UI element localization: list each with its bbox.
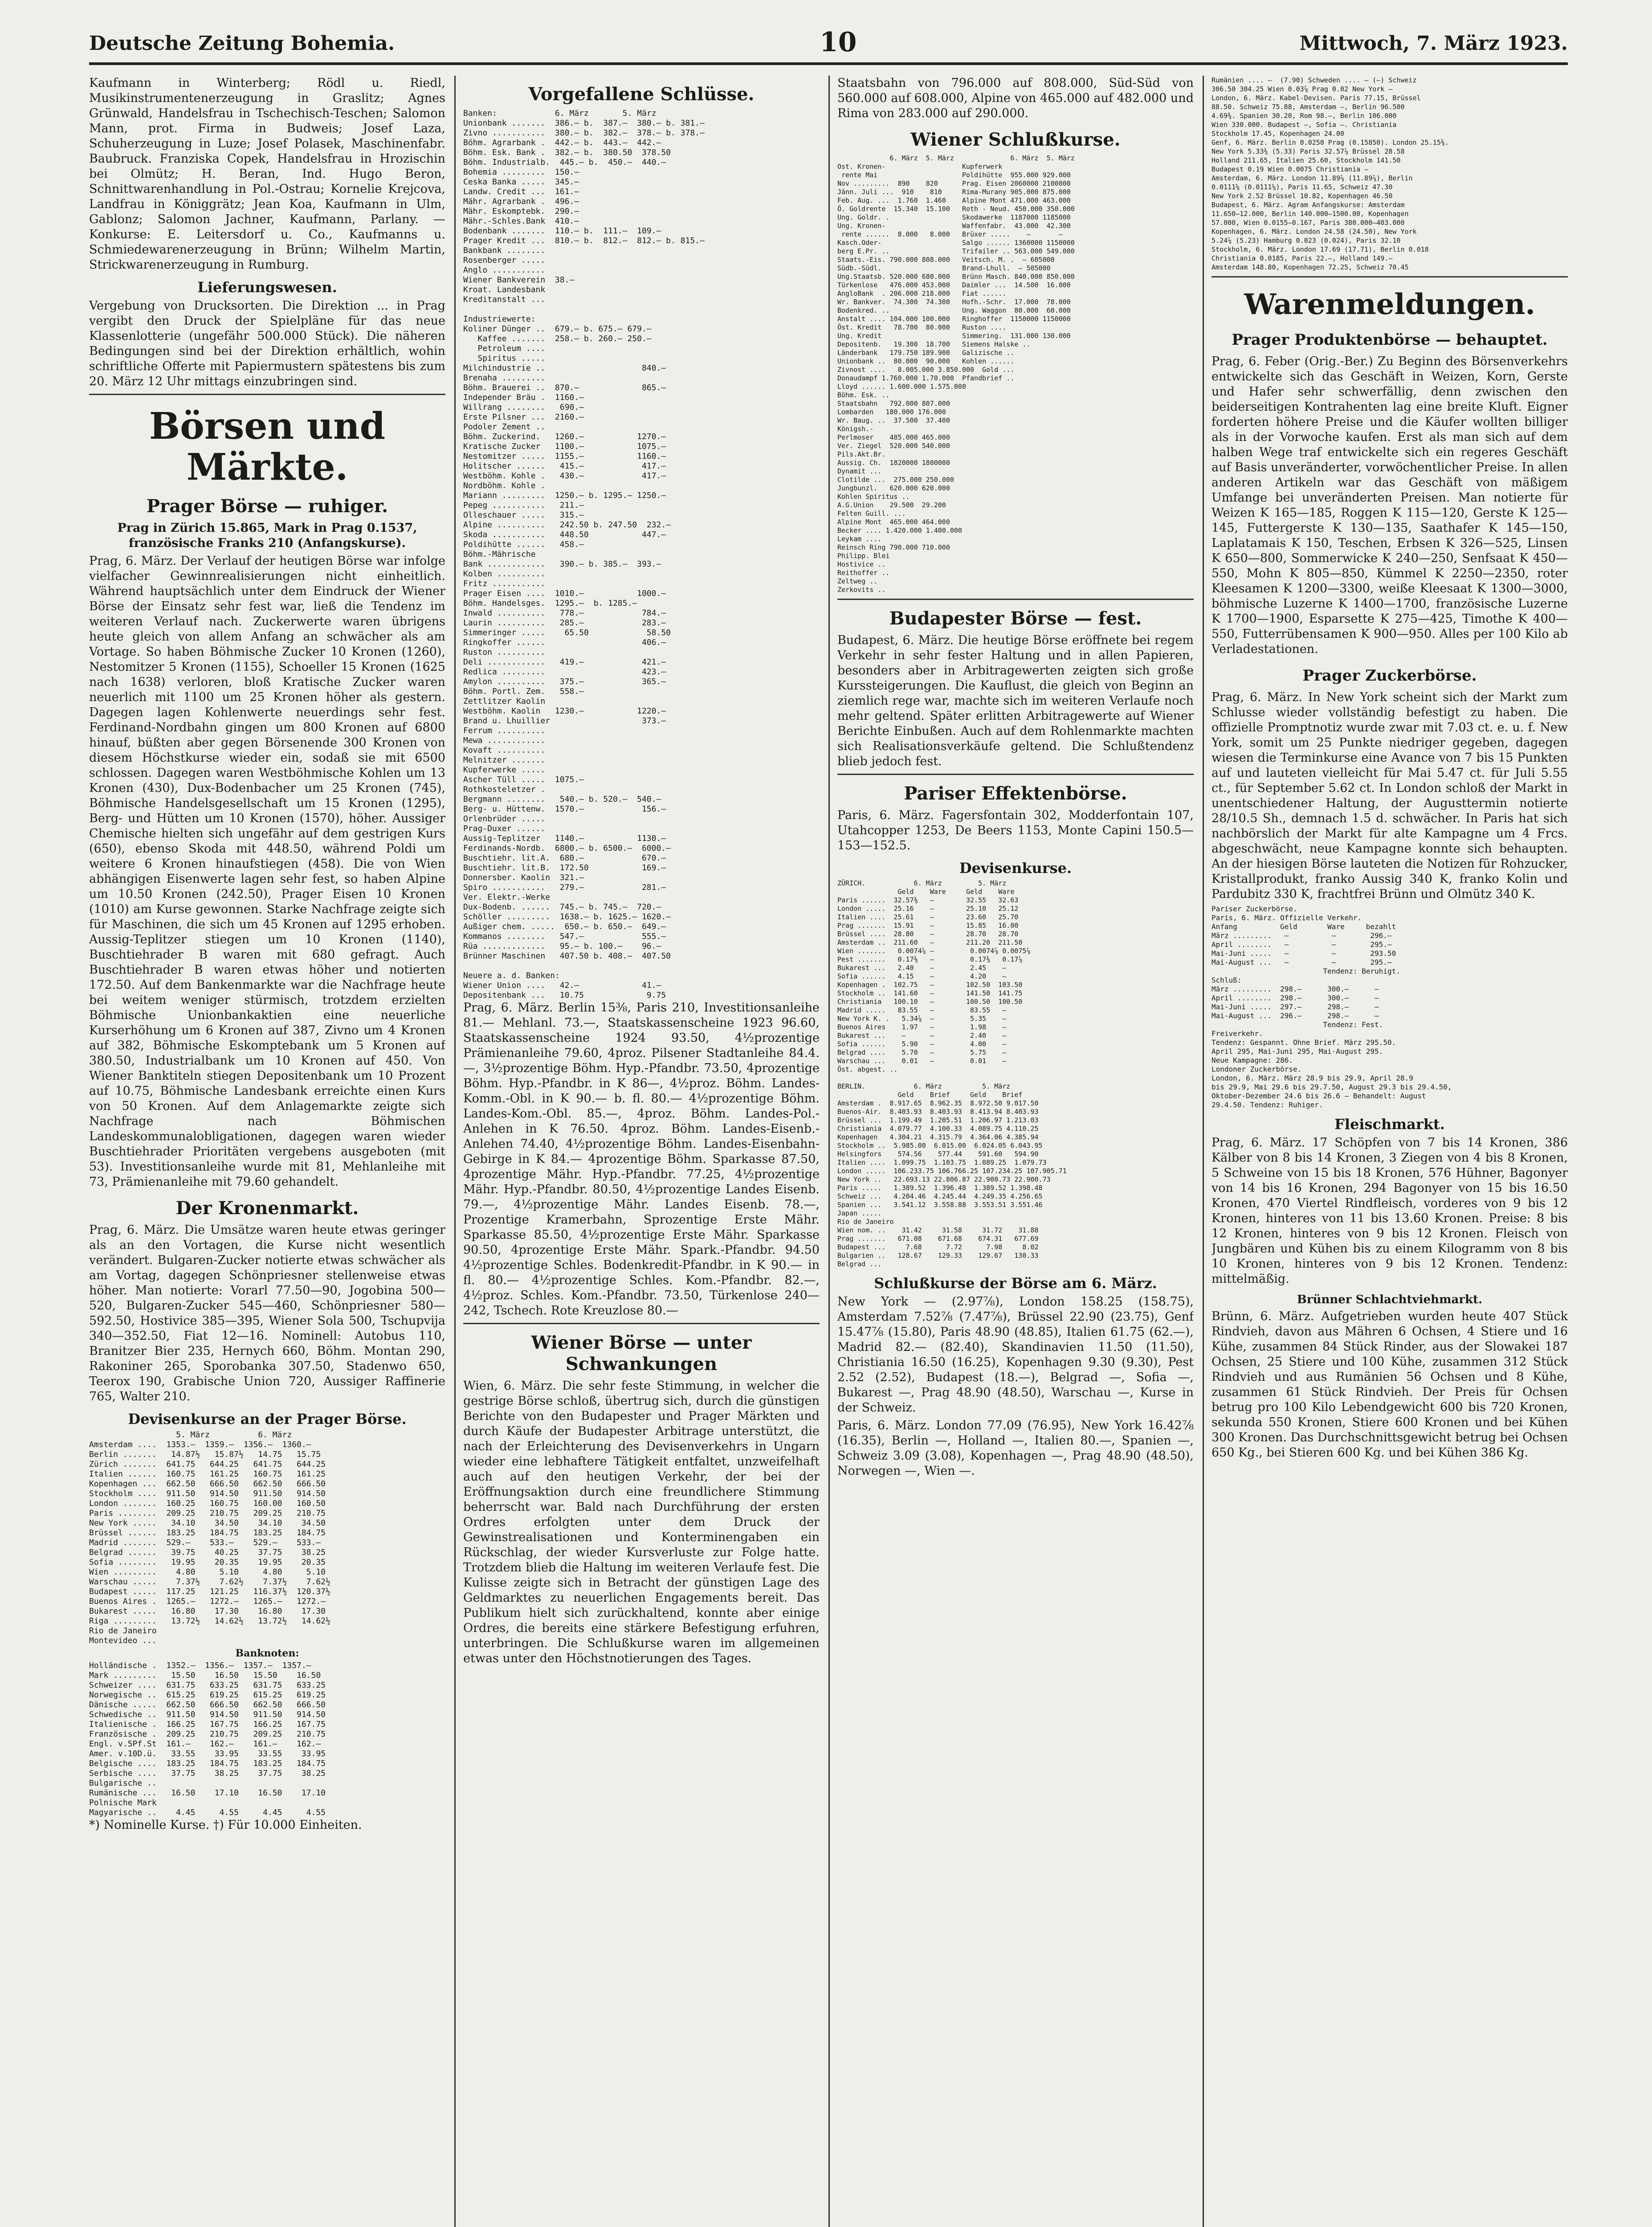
- devisen-table: 5. März 6. März Amsterdam .... 1353.— 1359.— 1356.— 1360.— Berlin ....... 14.87½ 15.87½ 14.75 15.75 Zürich ....... 641.75 644.25 641.75 644.25 Italien ...... 160.75 161.25 160.75 161.25 Kopenhagen ... 662.50 666.50 662.50 666.50 Stockholm .... 911.50 914.50 911.50 914.50 London ....... 160.25 160.75 160.00 160.50 Paris ........ 209.25 210.75 209.25 210.75 New York ..... 34.10 34.50 34.10 34.50 Brüssel ...... 183.25 184.75 183.25 184.75 Madrid ....... 529.— 533.— 529.— 533.— Belgrad ...... 39.75 40.25 37.75 38.25 Sofia ........ 19.95 20.35 19.95 20.35 Wien ......... 4.80 5.10 4.80 5.10 Warschau ..... 7.37½ 7.62½ 7.37½ 7.62½ Budapest ..... 117.25 121.25 116.37½ 120.37½ Buenos Aires . 1265.— 1272.— 1265.— 1272.— Bukarest ..... 16.80 17.30 16.80 17.30 Riga ......... 13.72½ 14.62½ 13.72½ 14.62½ Rio de Janeiro Montevideo ...: [89, 1430, 330, 1645]
- column-4: [1211, 76, 1568, 2227]
- devisenkurse-table: ZÜRICH. 6. März 5. März Geld Ware Geld Ware Paris ...... 32.57⅜ — 32.55 32.63 London ..... 25.16 — 25.10 25.12 Italien .... 25.61 — 23.60 25.70 Prag ....... 15.91 — 15.85 16.00 Brüssel .... 28.80 — 28.70 28.70 Amsterdam .. 211.60 — 211.20 211.50 Wien ....... 0.0074⅞ — 0.0074⅞ 0.0075⅞ Pest ....... 0.17⅜ — 0.17⅜ 0.17⅞ Bukarest ... 2.40 — 2.45 — Sofia ...... 4.15 — 4.20 — Kopenhagen . 102.75 — 102.50 103.50 Stockholm .. 141.60 — 141.50 141.75 Christiania 100.10 — 100.50 100.50 Madrid ..... 83.55 — 83.55 — New York K. . 5.34⅞ — 5.35 — Buenos Aires 1.97 — 1.98 — Bukarest ... — — 2.40 — Sofia ...... 5.90 — 4.00 — Belgrad .... 5.70 — 5.75 — Warschau ... 0.01 — 0.01 — Öst. abgest. .. BERLIN. 6. März 5. März Geld Brief Geld Brief Amsterdam . 8.917.65 8.962.35 8.972.50 9.017.50 Buenos-Air. 8.403.93 8.403.93 8.413.94 8.403.93 Brüssel ... 1.199.49 1.205.51 1.206.97 1.213.03 Christiania 4.079.77 4.100.33 4.089.75 4.110.25 Kopenhagen 4.304.21 4.315.79 4.364.06 4.385.94 Stockholm .. 5.985.00 6.015.00 6.024.05 6.043.95 Helsingfors 574.56 577.44 591.60 594.90 Italien .... 1.099.75 1.103.75 1.089.25 1.079.73 London ..... 106.233.75 106.766.25 107.234.25 107.905.71 New York .. 22.693.13 22.806.87 22.900.73 22.900.73 Paris ..... 1.389.52 1.396.48 1.389.52 1.398.48 Schweiz ... 4.204.46 4.245.44 4.249.35 4.256.65 Spanien ... 3.541.12 3.558.88 3.553.51 3.551.46 Japan ..... Rio de Janeiro Wien nom. .. 31.42 31.58 31.72 31.88 Prag ....... 671.08 671.68 674.31 677.69 Budapest ... 7.68 7.72 7.98 8.02 Bulgarien .. 128.67 129.33 129.67 130.33 Belgrad ...: [837, 879, 1067, 1268]
- budapester-boerse-text: Budapest, 6. März. Die heutige Börse eröffnete bei regem Verkehr in sehr fester Haltung und in allen Papieren, besonders aber in Arbitragewerten zeigten sich große Kurssteigerungen. Die Kauflust, die gleich von Beginn an ziemlich rege war, machte sich im weiteren Verlaufe noch mehr geltend. Später erlitten Arbitragewerte auf Wiener Berichte Einbußen. Auch auf dem Rohlenmarkte machten sich Realisationsverkäufe geltend. Die Schlußtendenz blieb jedoch fest.: [837, 633, 1194, 768]
- devisen-heading: Devisenkurse an der Prager Börse.: [128, 1411, 407, 1428]
- divider: [463, 1323, 820, 1324]
- produktenboerse-heading: Prager Produktenbörse — behauptet.: [1232, 331, 1548, 349]
- prager-boerse-heading: Prager Börse — ruhiger.: [146, 496, 388, 517]
- wiener-schlusskurse-table: 6. März 5. März 6. März 5. März Ost. Kronen- Kupferwerk rente Mai Poldihütte 955.000 929.000 Nov ......... 890 820 Prag. Eisen 2060000 2100000 Jänn. Juli ... 910 810 Rima-Murany 905.000 875.000 Feb. Aug. ... 1.760 1.460 Alpine Mont 471.000 463.000 Ö. Goldrente 15.340 15.100 Roth - Neud. 450.000 350.000 Ung. Goldr. . Skodawerke 1187000 1185000 Ung. Kronen- Waffenfabr. 43.000 42.300 rente ...... 8.000 8.000 Brüxer ..... — — Kasch.Oder- Salgo ...... 1360000 1150000 berg E.Pr. .. Trifailer .. 563.000 549.000 Staats.-Eis. 790.000 808.000 Veitsch. M. . — 605000 Südb.-Südl. Brand-Lhull. — 505000 Ung.Staatsb. 520.000 680.000 Brünn Masch. 840.000 850.000 Türkenlose 476.000 453.000 Daimler ... 14.500 16.000 AngloBank . 206.000 218.000 Fiat ...... Wr. Bankver. 74.300 74.300 Hofh.-Schr. 17.000 78.000 Bodenkred. .. Ung. Waggon 80.000 60.000 Anstalt .... 104.000 100.000 Ringhoffer 1150000 1150000 Öst. Kredit 78.700 80.000 Ruston .... Ung. Kredit Simmering. 131.000 130.000 Depositenb. 19.300 18.700 Siemens Halske .. Länderbank 179.750 189.900 Galizische .. Unionbank .. 80.000 90.000 Kohlen ...... Zivnost .... 8.005.000 3.850.000 Gold ... Donaudampf 1.760.000 1.70.000 Pfandbrief .. Lloyd ...... 1.600.000 1.575.000 Böhm. Esk. .. Staatsbahn 792.000 807.000 Lombarden 180.000 176.000 Wr. Baug. .. 37.500 37.400 Königsh.- Perlmoser 485.000 465.000 Ver. Ziegel 520.000 540.000 Pils.Akt.Br. Aussig. Ch. 1820000 1800000 Dynamit ... Clotilde ... 275.000 250.000 Jungbunzl. 620.000 620.000 Kohlen Spiritus .. A.G.Union 29.500 29.200 Felten Guill. ... Alpine Mont 465.000 464.000 Becker .... 1.420.000 1.400.000 Leykam .... Reinsch Ring 790.000 710.000 Philipp. Blei Hostivice .. Reithoffer .. Zeltweg .. Zerkovits ..: [837, 154, 1075, 594]
- zucker-table: Pariser Zuckerbörse. Paris, 6. März. Offizielle Verkehr. Anfang Geld Ware bezahlt März ......... — — 296.— April ........ — — 295.— Mai-Juni ..... — — 293.50 Mai-August ... — — 295.— Tendenz: Beruhigt. Schluß: März ......... 298.— 300.— — April ........ 298.— 300.— — Mai-Juni ..... 297.— 298.— — Mai-August ... 296.— 298.— — Tendenz: Fest. Freiverkehr. Tendenz: Gespannt. Ohne Brief. März 295.50. April 295, Mai-Juni 295, Mai-August 295. Neue Kampagne: 286. Londoner Zuckerbörse. London, 6. März. März 28.9 bis 29.9, April 28.9 bis 29.9, Mai 29.6 bis 29.7.50, August 29.3 bis 29.4.50, Oktober-Dezember 24.6 bis 26.6 — Behandelt: August 29.4.50. Tendenz: Ruhiger.: [1211, 905, 1452, 1109]
- devisenkurse-heading: Devisenkurse.: [959, 860, 1072, 877]
- foreign-exchange-table: Rumänien .... — (7.90) Schweden .... — (—) Schweiz 306.50 304.25 Wien 0.03⅞ Prag 0.02 New York — London, 6. März. Kabel-Devisen. Paris 77.15, Brüssel 88.50. Schweiz 75.88, Amsterdam —, Berlin 96.500 4.69⅜. Spanien 30.20, Rom 98.—, Berlin 106.000 Wien 330.000. Budapest —, Sofia —. Christiania Stockholm 17.45, Kopenhagen 24.00 Genf, 6. März. Berlin 0.0250 Prag (0.15850). London 25.15⅜. New York 5.33⅜ (5.33) Paris 32.57⅞ Brüssel 28.58 Holland 211.65, Italien 25.60, Stockholm 141.50 Budapest 0.19 Wien 0.0075 Christiania — Amsterdam, 6. März. London 11.89⅞ (11.89⅞), Berlin 0.0111⅝ (0.0111⅝), Paris 11.65, Schweiz 47.30 New York 2.52 Brüssel 10.82, Kopenhagen 46.50 Budapest, 6. März. Agram Anfangskurse: Amsterdam 11.650—12.000, Berlin 140.000—1500.00, Kopenhagen 57.000, Wien 0.0155—0.167, Paris 380.000—403.000 Kopenhagen, 6. März. London 24.58 (24.50), New York 5.24⅞ (5.23) Hamburg 0.023 (0.024), Paris 32.10 Stockholm, 6. März. London 17.69 (17.71), Berlin 0.018 Christiania 0.0185, Paris 22.—, Holland 149.— Amsterdam 148.80, Kopenhagen 72.25, Schweiz 70.45: [1211, 76, 1449, 271]
- kronenmarkt-text: Prag, 6. März. Die Umsätze waren heute etwas geringer als an den Vortagen, die Kurse nicht wesentlich verändert. Bulgaren-Zucker notierte etwas schwächer als am Vortag, dagegen Schönpriesner stellenweise etwas höher. Man notierte: Vorarl 77.50—90, Jogobina 500—520, Bulgaren-Zucker 545—460, Schönpriesner 580—592.50, Hostivice 385—395, Wiener Sola 500, Tschupvija 340—352.50, Fiat 12—16. Nominell: Autobus 110, Branitzer Bier 235, Hernych 660, Böhm. Montan 290, Rakoniner 265, Sporobanka 307.50, Stadenwo 650, Teerox 190, Grabische Union 720, Aussiger Raffinerie 765, Walter 210.: [89, 1223, 445, 1403]
- page-header: [89, 27, 1568, 67]
- divider: [837, 599, 1194, 600]
- warenmeldungen-heading: Warenmeldungen.: [1244, 288, 1535, 321]
- banknoten-heading: Banknoten:: [235, 1648, 299, 1659]
- budapester-boerse-heading: Budapester Börse — fest.: [889, 608, 1142, 629]
- divider: [89, 394, 445, 395]
- pariser-effektenboerse-text: Paris, 6. März. Fagersfontain 302, Modderfontain 107, Utahcopper 1253, De Beers 1153, Monte Capini 150.5—153—152.5.: [837, 808, 1194, 852]
- prager-boerse-text: Prag, 6. März. Der Verlauf der heutigen Börse war infolge vielfacher Gewinnrealisierungen nicht einheitlich. Während hauptsächlich unter dem Eindruck der Wiener Börse der Einsatz sehr fest war, ließ die Tendenz im weiteren Verlauf nach. Zuckerwerte waren übrigens heute gleich von allem Anfang an schwächer als am Vortage. So haben Böhmische Zucker 10 Kronen (1260), Nestomitzer 5 Kronen (1155), Schoeller 15 Kronen (1625 nach 1638) verloren, bloß Kratische Zucker waren neuerlich mit 1100 um 25 Kronen höher als gestern. Dagegen lagen Kohlenwerte neuerdings sehr fest. Ferdinand-Nordbahn gingen um 800 Kronen auf 6800 hinauf, büßten aber gegen Börsenende 300 Kronen von diesem Höchstkurse wieder ein, sodaß sie mit 6500 schlossen. Dagegen waren Westböhmische Kohlen um 13 Kronen (430), Dux-Bodenbacher um 25 Kronen (745), Böhmische Handelsgesellschaft um 15 Kronen (1295), Berg- und Hütten um 10 Kronen (1570), höher. Aussiger Chemische hielten sich ungefähr auf dem gestrigen Kurs (650), ebenso Skoda mit 448.50, während Poldi um weitere 6 Kronen hinaufstiegen (458). Die von Wien abhängigen Eisenwerte lagen sehr fest, so haben Alpine um 10.50 Kronen (242.50), Prager Eisen 10 Kronen (1010) am Kurse gewonnen. Starke Nachfrage zeigte sich für Maschinen, die sich um 45 Kronen auf 1295 erhoben. Aussig-Teplitzer stiegen um 10 Kronen (1140), Buschtiehrader B waren mit 680 gefragt. Auch Buschtiehrader B waren etwas höher und notierten 172.50. Auf dem Bankenmarkte war die Nachfrage heute bei weitem weniger stürmisch, trotzdem erzielten Böhmische Unionbankaktien eine neuerliche Kurserhöhung um 6 Kronen auf 387, Zivno um 4 Kronen auf 382, Böhmische Eskomptebank um 5 Kronen auf 380.50, Industrialbank um 10 Kronen auf 450. Von Wiener Banktiteln stiegen Depositenbank um 10 Prozent auf 10.75, Böhmische Landesbank erreichte einen Kurs von 50 Kronen. Auf dem Anlagemarkte zeigte sich Nachfrage nach Böhmischen Landeskommunalobligationen, dagegen waren wieder Buschtiehrader Prioritäten vergebens ausgeboten (mit 53). Investitionsanleihe wurde mit 81, Mehlanleihe mit 73, Prämienanleihe mit 79.60 gehandelt.: [89, 554, 445, 1189]
- schluesse-table: Banken: 6. März 5. März Unionbank ....... 386.— b. 387.— 380.— b. 381.— Zivno ........... 380.— b. 382.— 378.— b. 378.— Böhm. Agrarbank . 442.— b. 443.— 442.— Böhm. Esk. Bank . 382.— b. 380.50 378.50 Böhm. Industrialb. 445.— b. 450.— 440.— Bohemia ......... 150.— Ceska Banka ..... 345.— Landw. Credit ... 161.— Mähr. Agrarbank . 496.— Mähr. Eskomptebk. 290.— Mähr.-Schles.Bank 410.— Bodenbank ....... 110.— b. 111.— 109.— Prager Kredit ... 810.— b. 812.— 812.— b. 815.— Bankbank ........ Rosenberger ..... Anglo ........... Wiener Bankverein 38.— Kroat. Landesbank Kreditanstalt ... Industriewerte: Koliner Dünger .. 679.— b. 675.— 679.— Kaffee ....... 258.— b. 260.— 250.— Petroleum .... Spiritus ..... Milchindustrie .. 840.— Brenaha ......... Böhm. Brauerei .. 870.— 865.— Independer Bräu . 1160.— Willrang ........ 690.— Erste Pilsner ... 2160.— Podoler Zement .. Böhm. Zuckerind. 1260.— 1270.— Kratische Zucker 1100.— 1075.— Nestomitzer ..... 1155.— 1160.— Holitscher ...... 415.— 417.— Westböhm. Kohle . 430.— 417.— Nordböhm. Kohle . Mariann ......... 1250.— b. 1295.— 1250.— Pepeg ........... 211.— Olleschauer ..... 315.— Alpine .......... 242.50 b. 247.50 232.— Skoda ........... 448.50 447.— Poldihütte ...... 458.— Böhm.-Mährische Bank ............ 390.— b. 385.— 393.— Kolben .......... Fritz ........... Prager Eisen .... 1010.— 1000.— Böhm. Handelsges. 1295.— b. 1285.— Inwald .......... 778.— 784.— Laurin .......... 285.— 283.— Simmeringer ..... 65.50 58.50 Ringkoffer ...... 406.— Ruston .......... Deli ............ 419.— 421.— Redlica ......... 423.— Amylon .......... 375.— 365.— Böhm. Portl. Zem. 558.— Zettlitzer Kaolin Westböhm. Kaolin 1230.— 1220.— Brand u. Lhuillier 373.— Ferrum .......... Mewa ............ Kovaft .......... Melnitzer ....... Kupferwerke ..... Ascher Tüll ..... 1075.— Rothkosteletzer . Bergmann ........ 540.— b. 520.— 540.— Berg- u. Hüttenw. 1570.— 156.— Orlenbrüder ..... Prag-Duxer ...... Aussig-Teplitzer 1140.— 1130.— Ferdinands-Nordb. 6800.— b. 6500.— 6000.— Buschtiehr. lit.A. 680.— 670.— Buschtiehr. lit.B. 172.50 169.— Donnersber. Kaolin 321.— Spiro ........... 279.— 281.— Ver. Elektr.-Werke Dux-Bodenb. ...... 745.— b. 745.— 720.— Schöller ......... 1638.— b. 1625.— 1620.— Außiger chem. ..... 650.— b. 650.— 649.— Kommanos ........ 547.— 555.— Rüa ............. 95.— b. 100.— 96.— Brünner Maschinen 407.50 b. 408.— 407.50 Neuere a. d. Banken: Wiener Union .... 42.— 41.— Depositenbank ... 10.75 9.75: [463, 109, 705, 1000]
- page-number: 10: [820, 27, 857, 58]
- wiener-boerse-heading: Wiener Börse — unter Schwankungen: [531, 1332, 752, 1375]
- zuckerboerse-text: Prag, 6. März. In New York scheint sich der Markt zum Schlusse wieder vollständig befestigt zu haben. Die offizielle Promptnotiz wurde zwar mit 7.03 ct. e. u. f. New York, somit um 25 Punkte niedriger gegeben, dagegen wiesen die Terminkurse eine Avance von 7 bis 15 Punkten auf und lauteten vielleicht für Mai 5.47 ct. für Juli 5.55 ct., für September 5.62 ct. In London schloß der Markt in unentschiedener Haltung, der Augusttermin notierte 28/10.5 Sh., demnach 1.5 d. schwächer. In Paris hat sich nachbörslich der Markt für alte Kampagne um 4 Frcs. abgeschwächt, neue Kampagne konnte sich behaupten. An der hiesigen Börse lauteten die Notizen für Rohzucker, Kristallprodukt, franko Aussig 340 K, franko Kolin und Pardubitz 330 K, frachtfrei Brünn und Olmütz 340 K.: [1211, 690, 1568, 901]
- column-divider: [1203, 76, 1204, 2227]
- divider: [1211, 276, 1568, 277]
- zuckerboerse-heading: Prager Zuckerbörse.: [1302, 667, 1477, 685]
- column-divider: [828, 76, 830, 2227]
- kronenmarkt-heading: Der Kronenmarkt.: [175, 1198, 359, 1219]
- paper-name: Deutsche Zeitung Bohemia.: [89, 32, 395, 55]
- produktenboerse-text: Prag, 6. Feber (Orig.-Ber.) Zu Beginn des Börsenverkehrs entwickelte sich das Geschäft in Weizen, Korn, Gerste und Hafer sehr schwerfällig, denn zwischen den beiderseitigen Kontrahenten lag eine breite Kluft. Eigner forderten höhere Preise und die Käufer wollten billiger als in der Vorwoche kaufen. Erst als man sich auf dem halben Wege traf entwickelte sich ein regeres Geschäft auf Basis unveränderter, vorwöchentlicher Preise. In allen anderen Artikeln war das Geschäft von mäßigem Umfange bei unveränderten Preisen. Man notierte für Weizen K 165—185, Roggen K 115—120, Gerste K 125—145, Futtergerste K 130—135, Saathafer K 145—150, Laplatamais K 150, Teschen, Erbsen K 326—525, Linsen K 650—800, Sommerwicke K 240—250, Senfsaat K 450—550, Mohn K 805—850, Kümmel K 2250—2350, roter Kleesamen K 1200—3300, weiße Kleesaat K 1300—3000, böhmische Luzerne K 1400—1700, französische Luzerne K 1700—1900, Esparsette K 275—425, Timothe K 400—550, Futterrübensamen K 900—950. Alles per 100 Kilo ab Verladestationen.: [1211, 355, 1568, 656]
- bruenner-text: Brünn, 6. März. Aufgetrieben wurden heute 407 Stück Rindvieh, davon aus Mähren 6 Ochsen, 4 Stiere und 16 Kühe, zusammen 84 Stück Rinder, aus der Slowakei 187 Ochsen, 25 Stiere und 100 Kühe, zusammen 312 Stück Rindvieh und aus Rumänien 56 Ochsen und 8 Kühe, zusammen 61 Stück Rindvieh. Der Preis für Ochsen betrug pro 100 Kilo Lebendgewicht 600 bis 720 Kronen, sekunda 550 Kronen, Stiere 600 Kronen und bei Kühen 300 Kronen. Das Durchschnittsgewicht betrug bei Ochsen 650 Kg., bei Stieren 600 Kg. und bei Kühen 386 Kg.: [1211, 1309, 1568, 1460]
- issue-date: Mittwoch, 7. März 1923.: [1299, 32, 1568, 55]
- header-rule: [89, 62, 1568, 65]
- schlusskurse-text: New York — (2.97⅞), London 158.25 (158.75), Amsterdam 7.52⅞ (7.47⅞), Brüssel 22.90 (23.75), Genf 15.47⅞ (15.80), Paris 48.90 (48.85), Italien 61.75 (62.—), Madrid 82.— (82.40), Skandinavien 11.50 (11.50), Christiania 16.50 (16.25), Kopenhagen 9.30 (9.30), Pest 2.52 (2.52), Budapest (18.—), Belgrad —, Sofia —, Bukarest —, Prag 48.90 (48.50), Warschau —, Kurse in der Schweiz.: [837, 1295, 1194, 1415]
- column-2: [463, 76, 820, 2227]
- prager-boerse-subheading: Prag in Zürich 15.865, Mark in Prag 0.1537, französische Franks 210 (Anfangskurse).: [117, 521, 417, 550]
- intro-text: Kaufmann in Winterberg; Rödl u. Riedl, Musikinstrumentenerzeugung in Graslitz; Agnes Grünwald, Handelsfrau in Tschechisch-Teschen; Salomon Mann, prot. Firma in Budweis; Josef Laza, Schuherzeugung in Luze; Josef Polasek, Maschinenfabr. Baubruck. Franziska Copek, Handelsfrau in Hrozischin bei Olmütz; H. Beran, Ind. Hugo Beron, Schnittwarenhandlung in Pol.-Ostrau; Kornelie Krejcova, Landfrau in Königgrätz; Jean Koa, Kaufmann in Ulm, Gablonz; Salomon Jachner, Kaufmann, Parlany. — Konkurse: E. Leitersdorf u. Co., Kaufmanns u. Schmiedewarenerzeugung in Brünn; Wilhelm Martin, Strickwarenerzeugung in Rumburg.: [89, 76, 445, 272]
- schlusskurse-heading: Schlußkurse der Börse am 6. März.: [874, 1275, 1157, 1292]
- wiener-boerse-text: Wien, 6. März. Die sehr feste Stimmung, in welcher die gestrige Börse schloß, übertrug sich, durch die günstigen Berichte von den Budapester und Prager Märkten und durch Käufe der Budapester Arbitrage unterstützt, die nach der Erleichterung des Devisenverkehrs in Ungarn wieder eine lebhaftere Tätigkeit entfaltet, unzweifelhaft auch auf den heutigen Verkehr, der bei der Eröffnungsaktion durch eine freundlichere Stimmung beherrscht war. Bald nach Durchführung der ersten Ordres erfolgten unter dem Druck der Gewinstrealisationen und Konterminengaben ein Rückschlag, der wieder Kursverluste zur Folge hatte. Trotzdem blieb die Haltung im weiteren Verlaufe fest. Die Kulisse zeigte sich in Betracht der günstigen Lage des Geldmarktes zu neuerlichen Engagements bereit. Das Publikum hielt sich zurückhaltend, konnte aber einige Ordres, die bereits eine stärkere Befestigung erfuhren, unterbringen. Die Schlußkurse waren im allgemeinen etwas unter den Höchstnotierungen des Tages.: [463, 1379, 820, 1665]
- boersen-heading: Börsen und Märkte.: [149, 405, 386, 489]
- pariser-effektenboerse-heading: Pariser Effektenbörse.: [904, 783, 1127, 804]
- column-divider: [454, 76, 456, 2227]
- banknoten-table: Holländische . 1352.— 1356.— 1357.— 1357.— Mark ......... 15.50 16.50 15.50 16.50 Schweizer .... 631.75 633.25 631.75 633.25 Norwegische .. 615.25 619.25 615.25 619.25 Dänische ..... 662.50 666.50 662.50 666.50 Schwedische .. 911.50 914.50 911.50 914.50 Italienische . 166.25 167.75 166.25 167.75 Französische . 209.25 210.75 209.25 210.75 Engl. v.5Pf.St 161.— 162.— 161.— 162.— Amer. v.10D.ü. 33.55 33.95 33.55 33.95 Belgische .... 183.25 184.75 183.25 184.75 Serbische .... 37.75 38.25 37.75 38.25 Bulgarische .. Rumänische ... 16.50 17.10 16.50 17.10 Polnische Mark Magyarische .. 4.45 4.55 4.45 4.55: [89, 1661, 326, 1817]
- footnote: *) Nominelle Kurse. †) Für 10.000 Einheiten.: [89, 1818, 362, 1832]
- fleischmarkt-heading: Fleischmarkt.: [1334, 1116, 1445, 1133]
- schluesse-heading: Vorgefallene Schlüsse.: [528, 84, 755, 105]
- prag-bonds-text: Prag, 6. März. Berlin 15⅜, Paris 210, Investitionsanleihe 81.— Mehlanl. 73.—, Staatskassenscheine 1923 96.60, Staatskassenscheine 1924 93.50, 4½prozentige Prämienanleihe 79.60, 4proz. Pilsener Stadtanleihe 84.4.—, 3½prozentige Böhm. Hyp.-Pfandbr. 73.50, 4prozentige Böhm. Hyp.-Pfandbr. in K 86—, 4½proz. Böhm. Landes-Komm.-Obl. in K 90.— b. fl. 80.— 4½prozentige Böhm. Landes-Kom.-Obl. 85.—, 4proz. Böhm. Landes-Pol.-Anlehen in K 76.50. 4proz. Böhm. Landes-Eisenb.-Anlehen 74.40, 4½prozentige Böhm. Landes-Eisenbahn-Gebirge in K 84.— 4prozentige Böhm. Sparkasse 87.50, 4prozentige Mähr. Hyp.-Pfandbr. 77.25, 4½prozentige Mähr. Hyp.-Pfandbr. 80.50, 4½prozentige Landes Eisenb. 79.—, 4½prozentige Mähr. Landes Eisenb. 78.—, Prozentige Kramerbahn, Sprozentige Erste Mähr. Sparkasse 85.50, 4½prozentige Erste Mähr. Sparkasse 90.50, 4prozentige Erste Mähr. Spark.-Pfandbr. 94.50 4½prozentige Schles. Bodenkredit-Pfandbr. in K 90.— in fl. 80.— 4½prozentige Schles. Kom.-Pfandbr. 82.—, 4½proz. Schles. Kom.-Pfandbr. 73.50, Türkenlose 240—242, Tschech. Rote Kreuzlose 80.—: [463, 1001, 820, 1317]
- wiener-schlusskurse-heading: Wiener Schlußkurse.: [910, 129, 1121, 150]
- lieferung-heading: Lieferungswesen.: [197, 279, 337, 296]
- col3-top-text: Staatsbahn von 796.000 auf 808.000, Süd-Süd von 560.000 auf 608.000, Alpine von 465.000 auf 482.000 und Rima von 283.000 auf 290.000.: [837, 76, 1194, 120]
- divider: [837, 774, 1194, 775]
- fleischmarkt-text: Prag, 6. März. 17 Schöpfen von 7 bis 14 Kronen, 386 Kälber von 8 bis 14 Kronen, 3 Ziegen von 4 bis 8 Kronen, 5 Schweine von 15 bis 18 Kronen, 576 Hühner, Bagonyer von 14 bis 16 Kronen, 294 Bagonyer von 15 bis 16.50 Kronen, 470 Viertel Rindfleisch, vorderes von 9 bis 12 Kronen, hinteres von 11 bis 13.60 Kronen. Preise: 8 bis 12 Kronen, hinteres von 9 bis 12 Kronen. Fleisch von Jungbären und Kühen bis zu einem Kilogramm von 8 bis 10 Kronen, hinteres von 9 bis 12 Kronen. Tendenz: mittelmäßig.: [1211, 1136, 1568, 1286]
- lieferung-text: Vergebung von Drucksorten. Die Direktion ... in Prag vergibt den Druck der Spielpläne für das neue Klassenlotterie (ungefähr 500.000 Stück). Die näheren Bedingungen sind bei der Direktion erhältlich, wohin schriftliche Offerte mit Papiermustern spätestens bis zum 20. März 12 Uhr mittags einzubringen sind.: [89, 299, 445, 388]
- bruenner-heading: Brünner Schlachtviehmarkt.: [1297, 1293, 1483, 1306]
- column-1: [89, 76, 445, 2227]
- paris-kurse-text: Paris, 6. März. London 77.09 (76.95), New York 16.42⅞ (16.35), Berlin —, Holland —, Italien 80.—, Spanien —, Schweiz 3.09 (3.08), Kopenhagen —, Prag 48.90 (48.50), Norwegen —, Wien —.: [837, 1419, 1194, 1478]
- column-3: [837, 76, 1194, 2227]
